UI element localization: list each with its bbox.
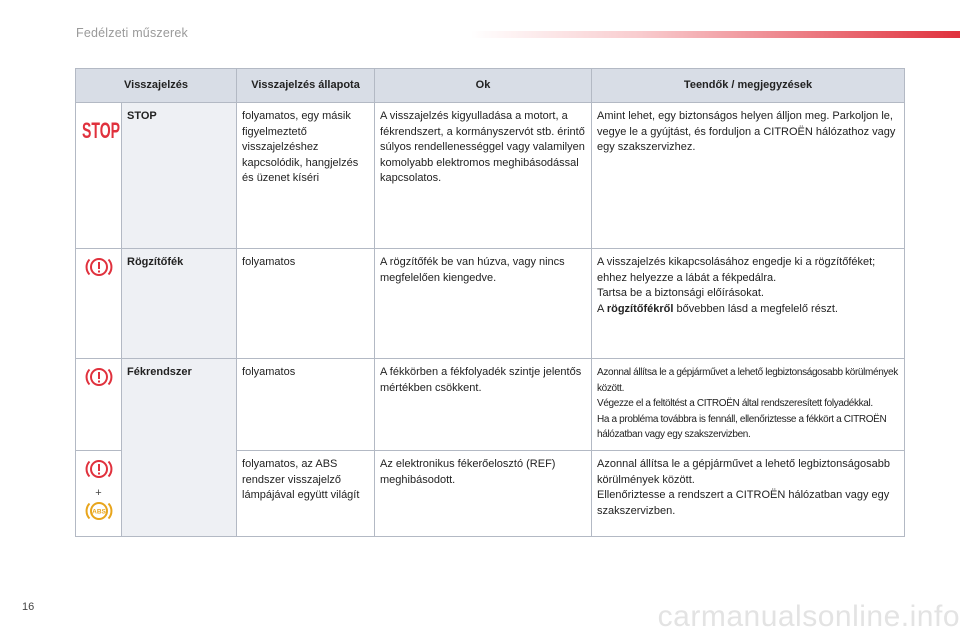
indicator-action (592, 451, 905, 537)
action-line: Tartsa be a biztonsági előírásokat. (597, 287, 764, 299)
brake-warning-icon (84, 255, 114, 279)
column-header-indicator: Visszajelzés (76, 69, 237, 103)
action-line: Ellenőriztesse a rendszert a CITROËN hálózatban vagy egy szakszervizben. (597, 489, 890, 517)
indicator-action (592, 359, 905, 451)
indicator-name: Rögzítőfék (122, 249, 237, 359)
page-number: 16 (22, 601, 35, 613)
indicator-state: folyamatos (237, 249, 375, 359)
header-accent-bar (470, 31, 960, 38)
action-line: Azonnal állítsa le a gépjárművet a lehető legbiztonságosabb körülmények között. (597, 458, 890, 486)
action-line: Azonnal állítsa le a gépjárművet a lehető legbiztonságosabb körülmények között. (597, 367, 898, 394)
indicator-cause: A visszajelzés kigyulladása a motort, a fékrendszert, a kormányszervót stb. érintő súlyos rendellenességgel vagy valamilyen komolyabb elektromos meghibásodással kapcsolatos. (375, 103, 592, 249)
table-row (76, 103, 905, 249)
action-text: bővebben lásd a megfelelő részt. (673, 302, 838, 315)
column-header-state: Visszajelzés állapota (237, 69, 375, 103)
indicator-name: STOP (122, 103, 237, 249)
indicator-icon-cell (76, 451, 122, 537)
watermark: carmanualsonline.info (657, 600, 960, 633)
indicator-cause: A fékkörben a fékfolyadék szintje jelentős mértékben csökkent. (375, 359, 592, 451)
indicator-icon-cell (76, 103, 122, 249)
indicator-state: folyamatos, egy másik figyelmeztető visszajelzéshez kapcsolódik, hangjelzés és üzenet kíséri (237, 103, 375, 249)
indicator-icon-cell (76, 359, 122, 451)
column-header-cause: Ok (375, 69, 592, 103)
stop-warning-icon (81, 119, 121, 141)
table-row (76, 249, 905, 359)
abs-warning-icon (84, 499, 114, 523)
indicator-name: Fékrendszer (122, 359, 237, 537)
brake-warning-icon (84, 365, 114, 389)
indicator-cause: A rögzítőfék be van húzva, vagy nincs megfelelően kiengedve. (375, 249, 592, 359)
indicator-action: Amint lehet, egy biztonságos helyen álljon meg. Parkoljon le, vegye le a gyújtást, és forduljon a CITROËN hálózathoz vagy egy szakszervizhez. (592, 103, 905, 249)
indicator-cause: Az elektronikus fékerőelosztó (REF) meghibásodott. (375, 451, 592, 537)
brake-warning-icon (84, 457, 114, 481)
action-line: A visszajelzés kikapcsolásához engedje ki a rögzítőféket; ehhez helyezze a lábát a fékpedálra. (597, 256, 876, 284)
warning-lights-table (75, 68, 905, 537)
abs-icon-label: ABS (91, 508, 106, 515)
indicator-state: folyamatos (237, 359, 375, 451)
action-line: Végezze el a feltöltést a CITROËN által rendszeresített folyadékkal. (597, 398, 873, 409)
plus-sign: + (95, 486, 102, 499)
section-title: Fedélzeti műszerek (76, 26, 188, 40)
indicator-action (592, 249, 905, 359)
action-bold-term: rögzítőfékről (606, 302, 674, 315)
indicator-icon-cell (76, 249, 122, 359)
action-line: Ha a probléma továbbra is fennáll, ellenőriztesse a fékkört a CITROËN hálózatban vagy egy szakszervizben. (597, 413, 887, 440)
action-text: A (597, 302, 607, 315)
column-header-action: Teendők / megjegyzések (592, 69, 905, 103)
table-row (76, 359, 905, 451)
stop-icon-label: STOP (82, 118, 120, 143)
table-header-row (76, 69, 905, 103)
action-line (597, 302, 899, 318)
indicator-state: folyamatos, az ABS rendszer visszajelző lámpájával együtt világít (237, 451, 375, 537)
